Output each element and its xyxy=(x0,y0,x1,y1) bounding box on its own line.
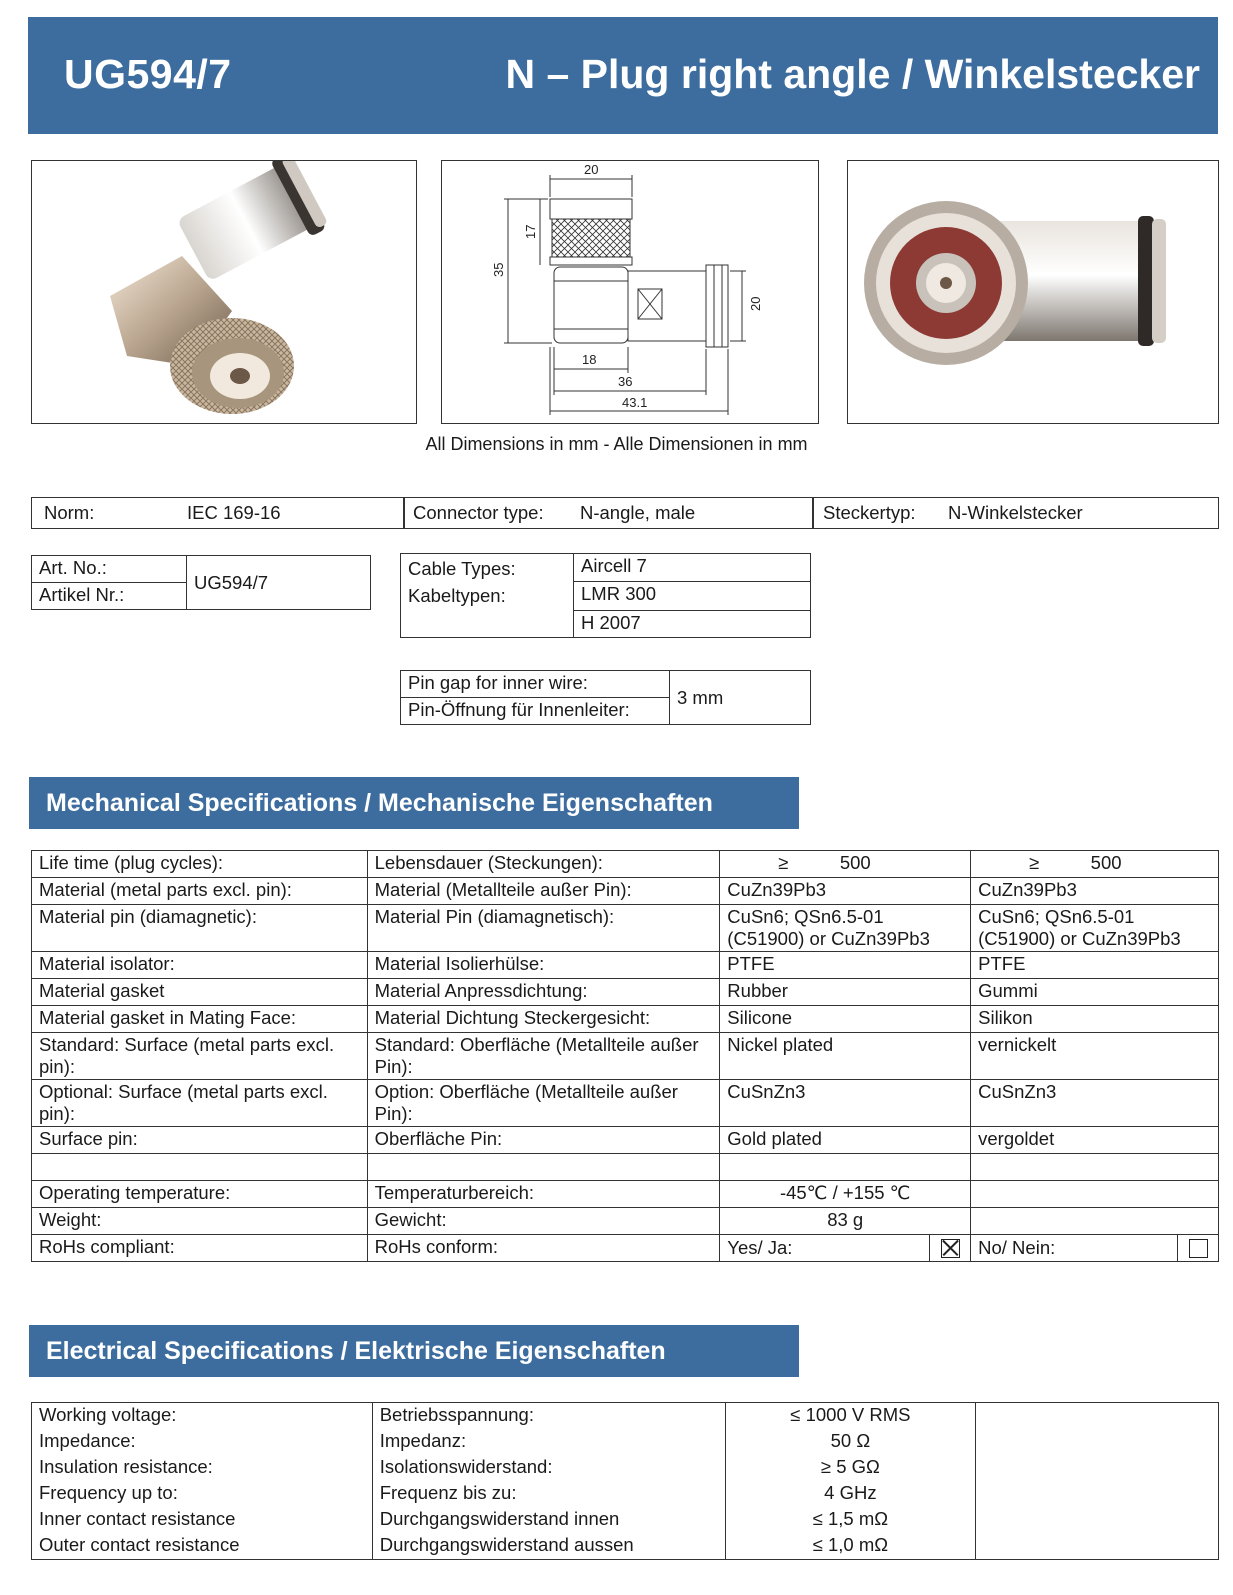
dimension-caption: All Dimensions in mm - Alle Dimensionen in mm xyxy=(425,434,808,454)
pin-gap-label-de: Pin-Öffnung für Innenleiter: xyxy=(401,698,670,725)
weight-label-en: Weight: xyxy=(32,1208,368,1235)
elec-label-de: Durchgangswiderstand aussen xyxy=(372,1533,725,1560)
mech-row-rohs xyxy=(32,1235,1219,1262)
elec-label-en: Inner contact resistance xyxy=(32,1507,373,1533)
article-label-en: Art. No.: xyxy=(32,556,187,583)
mech-value-de: CuSn6; QSn6.5-01 (C51900) or CuZn39Pb3 xyxy=(971,905,1219,952)
elec-label-en: Outer contact resistance xyxy=(32,1533,373,1560)
model-number: UG594/7 xyxy=(64,51,232,97)
dim-length: 36 xyxy=(618,374,633,389)
product-photo-front xyxy=(847,160,1219,424)
mech-row-blank xyxy=(32,1154,1219,1181)
mech-value-en: Rubber xyxy=(720,979,971,1006)
temp-label-de: Temperaturbereich: xyxy=(367,1181,720,1208)
elec-label-en: Impedance: xyxy=(32,1429,373,1455)
mech-row xyxy=(32,878,1219,905)
connector-front-image xyxy=(848,161,1217,422)
norm-value: IEC 169-16 xyxy=(187,502,281,523)
steckertyp-value: N-Winkelstecker xyxy=(948,502,1083,523)
mech-label-en: Optional: Surface (metal parts excl. pin): xyxy=(32,1080,368,1127)
header-banner xyxy=(28,17,1218,134)
mech-value-de: Gummi xyxy=(971,979,1219,1006)
mech-value-de: ≥ 500 xyxy=(971,851,1219,878)
mech-label-en: Material pin (diamagnetic): xyxy=(32,905,368,952)
mech-label-de: Material Dichtung Steckergesicht: xyxy=(367,1006,720,1033)
mech-row-temperature xyxy=(32,1181,1219,1208)
mech-row xyxy=(32,1033,1219,1080)
elec-value: ≤ 1,5 mΩ xyxy=(725,1507,976,1533)
dim-total-height: 35 xyxy=(491,262,506,277)
elec-label-en: Frequency up to: xyxy=(32,1481,373,1507)
dimension-drawing xyxy=(441,160,819,424)
elec-value: 50 Ω xyxy=(725,1429,976,1455)
elec-value: ≥ 5 GΩ xyxy=(725,1455,976,1481)
page-title: N – Plug right angle / Winkelstecker xyxy=(505,51,1200,97)
mechanical-table xyxy=(31,850,1219,1262)
mech-label-en: Life time (plug cycles): xyxy=(32,851,368,878)
cable-type-2: LMR 300 xyxy=(574,582,811,610)
weight-label-de: Gewicht: xyxy=(367,1208,720,1235)
mech-label-en: Material gasket xyxy=(32,979,368,1006)
mech-label-en: Material gasket in Mating Face: xyxy=(32,1006,368,1033)
mech-label-de: Standard: Oberfläche (Metallteile außer Pin): xyxy=(367,1033,720,1080)
mech-value-de: Silikon xyxy=(971,1006,1219,1033)
rohs-no-label: No/ Nein: xyxy=(978,1237,1056,1258)
norm-row xyxy=(31,497,1219,529)
mech-label-de: Option: Oberfläche (Metallteile außer Pin): xyxy=(367,1080,720,1127)
electrical-section-title: Electrical Specifications / Elektrische Eigenschaften xyxy=(29,1325,799,1377)
mech-row xyxy=(32,1127,1219,1154)
mech-value-en: Silicone xyxy=(720,1006,971,1033)
mech-value-en: ≥ 500 xyxy=(720,851,971,878)
mech-value-de: vergoldet xyxy=(971,1127,1219,1154)
mech-value-en: PTFE xyxy=(720,952,971,979)
dim-body-width: 18 xyxy=(582,352,597,367)
elec-row xyxy=(32,1481,1219,1507)
elec-row xyxy=(32,1429,1219,1455)
pin-gap-table xyxy=(400,670,811,725)
dim-top-width: 20 xyxy=(584,162,599,177)
mech-label-de: Material Isolierhülse: xyxy=(367,952,720,979)
mechanical-section-title: Mechanical Specifications / Mechanische Eigenschaften xyxy=(29,777,799,829)
mech-value-en: CuSn6; QSn6.5-01 (C51900) or CuZn39Pb3 xyxy=(720,905,971,952)
elec-value: ≤ 1000 V RMS xyxy=(725,1403,976,1430)
mech-label-de: Oberfläche Pin: xyxy=(367,1127,720,1154)
mech-row xyxy=(32,851,1219,878)
mech-label-en: Standard: Surface (metal parts excl. pin): xyxy=(32,1033,368,1080)
mech-row xyxy=(32,1006,1219,1033)
electrical-table xyxy=(31,1402,1219,1560)
temp-value: -45℃ / +155 ℃ xyxy=(720,1181,971,1208)
mech-row-weight xyxy=(32,1208,1219,1235)
elec-row xyxy=(32,1507,1219,1533)
elec-label-de: Durchgangswiderstand innen xyxy=(372,1507,725,1533)
mech-value-en: CuSnZn3 xyxy=(720,1080,971,1127)
dim-total-length: 43.1 xyxy=(622,395,648,410)
mech-label-en: Material isolator: xyxy=(32,952,368,979)
elec-label-de: Isolationswiderstand: xyxy=(372,1455,725,1481)
rohs-yes-label: Yes/ Ja: xyxy=(727,1237,793,1258)
rohs-label-de: RoHs conform: xyxy=(367,1235,720,1262)
cable-labels xyxy=(401,554,574,611)
temp-label-en: Operating temperature: xyxy=(32,1181,368,1208)
mech-value-en: Gold plated xyxy=(720,1127,971,1154)
product-photo-side xyxy=(31,160,417,424)
elec-label-en: Insulation resistance: xyxy=(32,1455,373,1481)
elec-label-en: Working voltage: xyxy=(32,1403,373,1430)
steckertyp-label: Steckertyp: xyxy=(823,502,916,523)
elec-row xyxy=(32,1455,1219,1481)
article-table xyxy=(31,555,371,610)
mech-label-en: Surface pin: xyxy=(32,1127,368,1154)
elec-row xyxy=(32,1533,1219,1560)
rohs-no-checkbox[interactable] xyxy=(1177,1235,1218,1261)
mech-label-de: Material (Metallteile außer Pin): xyxy=(367,878,720,905)
connector-type-label: Connector type: xyxy=(413,502,544,523)
elec-value: ≤ 1,0 mΩ xyxy=(725,1533,976,1560)
elec-label-de: Frequenz bis zu: xyxy=(372,1481,725,1507)
elec-label-de: Betriebsspannung: xyxy=(372,1403,725,1430)
cable-type-3: H 2007 xyxy=(574,610,811,637)
mech-value-en: Nickel plated xyxy=(720,1033,971,1080)
elec-label-de: Impedanz: xyxy=(372,1429,725,1455)
cable-types-table xyxy=(400,553,811,638)
cable-label-en: Cable Types: xyxy=(408,558,516,579)
cable-type-1: Aircell 7 xyxy=(574,554,811,582)
rohs-yes-checkbox[interactable] xyxy=(929,1235,970,1261)
connector-type-value: N-angle, male xyxy=(580,502,696,523)
dim-nut-height: 17 xyxy=(523,224,538,239)
mech-label-de: Material Pin (diamagnetisch): xyxy=(367,905,720,952)
mech-value-de: PTFE xyxy=(971,952,1219,979)
pin-gap-value: 3 mm xyxy=(670,671,811,725)
elec-row xyxy=(32,1403,1219,1430)
article-value: UG594/7 xyxy=(187,556,371,610)
mech-label-de: Material Anpressdichtung: xyxy=(367,979,720,1006)
mech-row xyxy=(32,905,1219,952)
norm-label: Norm: xyxy=(44,502,95,523)
connector-side-image xyxy=(32,161,415,422)
mech-value-de: CuZn39Pb3 xyxy=(971,878,1219,905)
cable-label-de: Kabeltypen: xyxy=(408,585,506,606)
article-label-de: Artikel Nr.: xyxy=(32,583,187,610)
pin-gap-label-en: Pin gap for inner wire: xyxy=(401,671,670,698)
rohs-label-en: RoHs compliant: xyxy=(32,1235,368,1262)
technical-drawing xyxy=(442,161,817,422)
mech-row xyxy=(32,1080,1219,1127)
dim-body-height: 20 xyxy=(748,296,763,311)
mech-row xyxy=(32,952,1219,979)
mech-value-de: CuSnZn3 xyxy=(971,1080,1219,1127)
mech-label-en: Material (metal parts excl. pin): xyxy=(32,878,368,905)
elec-value: 4 GHz xyxy=(725,1481,976,1507)
mech-row xyxy=(32,979,1219,1006)
mech-value-en: CuZn39Pb3 xyxy=(720,878,971,905)
mech-label-de: Lebensdauer (Steckungen): xyxy=(367,851,720,878)
weight-value: 83 g xyxy=(720,1208,971,1235)
mech-value-de: vernickelt xyxy=(971,1033,1219,1080)
